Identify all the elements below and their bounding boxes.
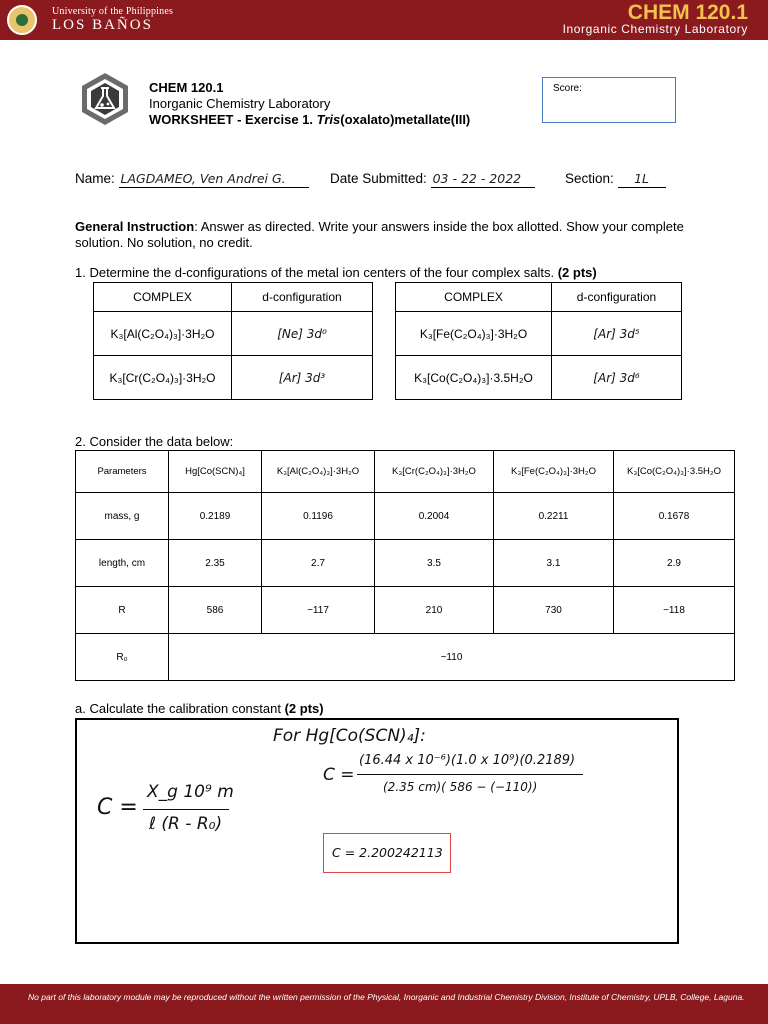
value-cell: 3.1 <box>494 540 614 587</box>
score-box[interactable] <box>542 77 676 123</box>
substitution-fraction-bar <box>357 774 583 775</box>
worksheet-suffix: (oxalato)metallate(III) <box>340 112 471 127</box>
formula-fraction-bar <box>143 809 229 810</box>
substitution-numerator: (16.44 x 10⁻⁶)(1.0 x 10⁹)(0.2189) <box>359 753 576 768</box>
d-config-table-right <box>395 282 682 400</box>
question-2-prompt: 2. Consider the data below: <box>75 434 234 449</box>
banner-course-code: CHEM 120.1 <box>627 1 748 24</box>
complex-cell: K₃[Cr(C₂O₄)₃]·3H₂O <box>94 356 232 400</box>
value-cell: 2.7 <box>262 540 375 587</box>
table-header: Parameters <box>76 451 169 493</box>
lab-title: Inorganic Chemistry Laboratory <box>149 96 331 111</box>
header-banner <box>0 0 768 40</box>
param-cell: mass, g <box>76 493 169 540</box>
instruction-label: General Instruction <box>75 219 195 234</box>
university-seal-icon <box>7 5 37 35</box>
name-label: Name: <box>75 171 115 186</box>
section-field <box>565 171 666 188</box>
section-label: Section: <box>565 171 614 186</box>
data-table <box>75 450 735 681</box>
question-2a-prompt <box>75 701 324 716</box>
table-header: K₃[Fe(C₂O₄)₃]·3H₂O <box>494 451 614 493</box>
formula-numerator: X_g 10⁹ m <box>147 782 234 802</box>
table-header: K₃[Cr(C₂O₄)₃]·3H₂O <box>375 451 494 493</box>
q2a-text: a. Calculate the calibration constant <box>75 701 285 716</box>
for-compound-line: For Hg[Co(SCN)₄]: <box>273 726 426 746</box>
name-field <box>75 171 309 188</box>
chemistry-flask-logo-icon <box>78 72 132 126</box>
complex-cell: K₃[Al(C₂O₄)₃]·3H₂O <box>94 312 232 356</box>
d-config-answer[interactable]: [Ar] 3d³ <box>232 356 373 400</box>
substitution-denominator: (2.35 cm)( 586 − (−110)) <box>383 780 538 794</box>
value-cell: 3.5 <box>375 540 494 587</box>
q1-points: (2 pts) <box>557 265 597 280</box>
date-value[interactable]: 03 - 22 - 2022 <box>431 171 535 188</box>
question-1-prompt <box>75 265 597 280</box>
worksheet-prefix: WORKSHEET - Exercise 1. <box>149 112 317 127</box>
value-cell: 0.1196 <box>262 493 375 540</box>
q2a-points: (2 pts) <box>284 701 324 716</box>
worksheet-title-block <box>149 80 470 128</box>
value-cell: −118 <box>614 587 735 634</box>
table-row <box>76 634 735 681</box>
course-title: CHEM 120.1 <box>149 80 224 95</box>
value-cell: 730 <box>494 587 614 634</box>
value-cell: 210 <box>375 587 494 634</box>
formula-c-label: C = <box>97 795 138 820</box>
table-row <box>76 493 735 540</box>
q1-text: 1. Determine the d-configurations of the metal ion centers of the four complex salts. <box>75 265 558 280</box>
table-header: COMPLEX <box>396 283 552 312</box>
table-header: K₃[Al(C₂O₄)₃]·3H₂O <box>262 451 375 493</box>
value-cell: −117 <box>262 587 375 634</box>
value-cell: 0.2004 <box>375 493 494 540</box>
score-label: Score: <box>553 83 582 94</box>
value-cell: 0.2189 <box>169 493 262 540</box>
worksheet-italic: Tris <box>316 112 341 127</box>
table-row <box>76 587 735 634</box>
complex-cell: K₃[Co(C₂O₄)₃]·3.5H₂O <box>396 356 552 400</box>
instruction-text: : Answer as directed. Write your answers inside the box allotted. Show your complete solution. No solution, no credit. <box>75 219 684 250</box>
footer-banner <box>0 984 768 1024</box>
value-cell: 2.9 <box>614 540 735 587</box>
name-value[interactable]: LAGDAMEO, Ven Andrei G. <box>119 171 309 188</box>
date-field <box>330 171 535 188</box>
answer-box[interactable] <box>75 718 679 944</box>
table-header: d-configuration <box>232 283 373 312</box>
result-value: C = 2.200242113 <box>332 845 443 860</box>
table-header: K₃[Co(C₂O₄)₃]·3.5H₂O <box>614 451 735 493</box>
table-row <box>76 540 735 587</box>
d-config-table-left <box>93 282 373 400</box>
banner-course-name: Inorganic Chemistry Laboratory <box>562 22 748 36</box>
complex-cell: K₃[Fe(C₂O₄)₃]·3H₂O <box>396 312 552 356</box>
result-box <box>323 833 451 873</box>
worksheet-title <box>149 112 470 128</box>
table-header: Hg[Co(SCN)₄] <box>169 451 262 493</box>
param-cell: R₀ <box>76 634 169 681</box>
table-header: d-configuration <box>552 283 682 312</box>
date-label: Date Submitted: <box>330 171 427 186</box>
formula-denominator: ℓ (R - R₀) <box>149 814 223 834</box>
r0-value-cell: −110 <box>169 634 735 681</box>
value-cell: 0.2211 <box>494 493 614 540</box>
param-cell: R <box>76 587 169 634</box>
footer-disclaimer: No part of this laboratory module may be reproduced without the written permission of the Physical, Inorganic and Industrial Chemistry Division, Institute of Chemistry, UPLB, College, Laguna. <box>28 992 745 1002</box>
value-cell: 0.1678 <box>614 493 735 540</box>
campus-name: LOS BAÑOS <box>52 17 153 33</box>
d-config-answer[interactable]: [Ne] 3d⁰ <box>232 312 373 356</box>
general-instruction <box>75 219 690 251</box>
d-config-answer[interactable]: [Ar] 3d⁵ <box>552 312 682 356</box>
section-value[interactable]: 1L <box>618 171 666 188</box>
param-cell: length, cm <box>76 540 169 587</box>
d-config-answer[interactable]: [Ar] 3d⁶ <box>552 356 682 400</box>
university-line: University of the Philippines <box>52 6 174 17</box>
substitution-c-label: C = <box>323 765 355 785</box>
value-cell: 2.35 <box>169 540 262 587</box>
value-cell: 586 <box>169 587 262 634</box>
table-header: COMPLEX <box>94 283 232 312</box>
